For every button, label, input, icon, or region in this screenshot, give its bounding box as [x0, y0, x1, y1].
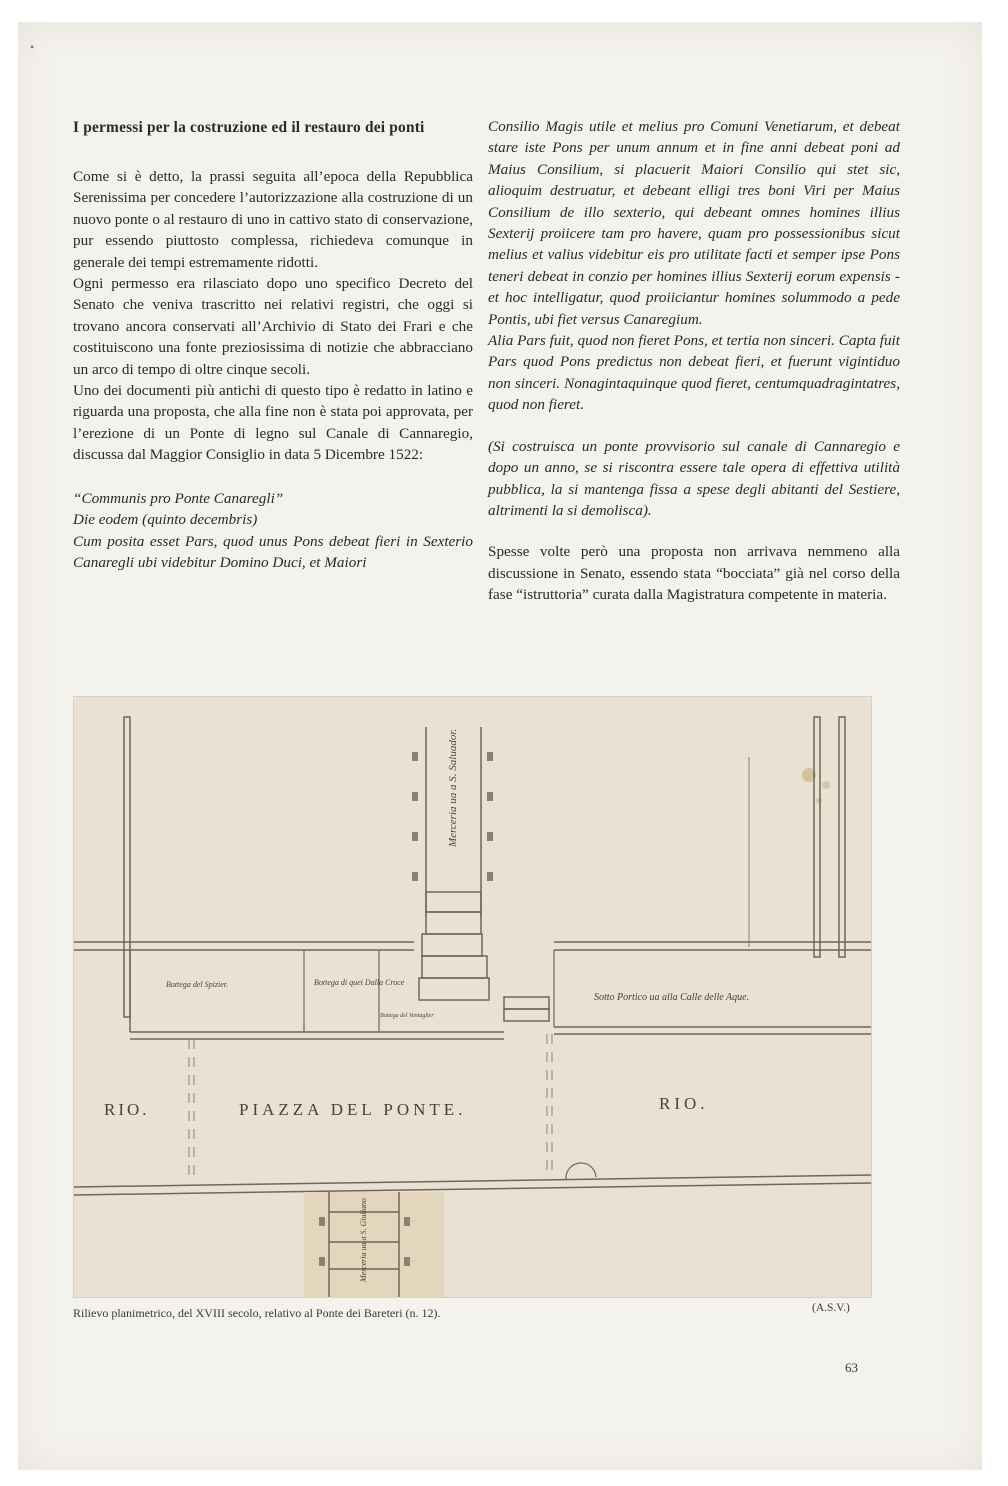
page-mark: • — [30, 40, 35, 54]
label-sotto-portico: Sotto Portico ua alla Calle delle Aque. — [594, 992, 750, 1003]
quote-start: Cum posita esset Pars, quod unus Pons debeat fieri in Sexterio Canaregli ubi videbitur Domino Duci, et Maiori — [73, 532, 473, 571]
paragraph-3: Uno dei documenti più antichi di questo tipo è redatto in latino e riguarda una proposta, che alla fine non è stata poi approvata, per l’erezione di un Ponte di legno sul Canale di Cannaregio, discussa dal Maggior Consiglio in data 5 Dicembre 1522: — [73, 382, 473, 464]
plan-paper — [74, 697, 871, 1297]
right-column — [488, 116, 900, 606]
label-bottega-left: Bottega del Spizier. — [166, 980, 228, 989]
section-heading: I permessi per la costruzione ed il restauro dei ponti — [73, 119, 425, 136]
quote-date: Die eodem (quinto decembris) — [73, 511, 258, 529]
figure-source: (A.S.V.) — [812, 1302, 850, 1314]
label-rio-right: RIO. — [659, 1094, 709, 1113]
label-rio-left: RIO. — [104, 1100, 150, 1119]
page-number: 63 — [845, 1360, 858, 1375]
label-small: Bottega del Ventaglier — [380, 1013, 434, 1019]
plan-drawing — [74, 697, 871, 1297]
figure-caption: Rilievo planimetrico, del XVIII secolo, relativo al Ponte dei Bareteri (n. 12). — [73, 1306, 441, 1320]
paragraph-1: Come si è detto, la prassi seguita all’epoca della Repubblica Serenissima per concedere l’autorizzazione alla costruzione di un nuovo ponte o al restauro di uno in cattivo stato di conservazione, pur essendo piuttosto complessa, richiedeva comunque in generale dei tempi estremamente ridotti. — [73, 168, 473, 271]
latin-continued: Consilio Magis utile et melius pro Comuni Venetiarum, et debeat stare iste Pons per unum annum et in fine anni debeat poni ad Maius Consilium, si placuerit Maiori Consilio qui stet sic, alioquim destruatur, et debeant elligi tres boni Viri per Maius Consilium de illo sexterio, qui debeant omnes homines illius Sexterij proiicere tam pro havere, quam pro possessionibus sicut melius et valius videbitur eis pro utilitate facti et semper ipse Pons teneri debeat in conzio per homines illius Sexterij eorum expensis - et hoc intelligatur, quod proiiciantur homines solummodo a pede Pontis, ubi fiet versus Canaregium. — [488, 118, 900, 328]
left-column — [73, 118, 473, 573]
latin-vote: Alia Pars fuit, quod non fieret Pons, et tertia non sinceri. Capta fuit Pars quod Pons predictus non debeat fieri, et fuerunt vigintiduo non sinceri. Nonagintaquinque quod fieret, centumquadragintatres, quod non fieret. — [488, 332, 900, 414]
label-merceria: Merceria ua a S. Saluador. — [447, 728, 459, 847]
translation: (Si costruisca un ponte provvisorio sul canale di Cannaregio e dopo un anno, se si riscontra essere tale opera di effettiva utilità pubblica, la si mantenga fissa a spese degli abitanti del Sestiere, altrimenti la si demolisca). — [488, 437, 900, 519]
plan-figure — [73, 696, 872, 1298]
label-piazza: PIAZZA DEL PONTE. — [239, 1100, 467, 1119]
label-bottega-mid: Bottega di quei Dalla Croce — [314, 978, 405, 987]
closing-paragraph: Spesse volte però una proposta non arrivava nemmeno alla discussione in Senato, essendo stata “bocciata” già nel corso della fase “istruttoria” curata dalla Magistratura competente in materia. — [488, 543, 900, 604]
label-bottom-street: Merceria ua a S. Giuliano — [359, 1198, 368, 1282]
quote-title: “Communis pro Ponte Canaregli” — [73, 489, 284, 507]
paragraph-2: Ogni permesso era rilasciato dopo uno specifico Decreto del Senato che veniva trascritto nei relativi registri, che oggi si trovano ancora conservati all’Archivio di Stato dei Frari e che costituiscono una fonte preziosissima di notizie che abbracciano un arco di tempo di oltre cinque secoli. — [73, 275, 473, 378]
